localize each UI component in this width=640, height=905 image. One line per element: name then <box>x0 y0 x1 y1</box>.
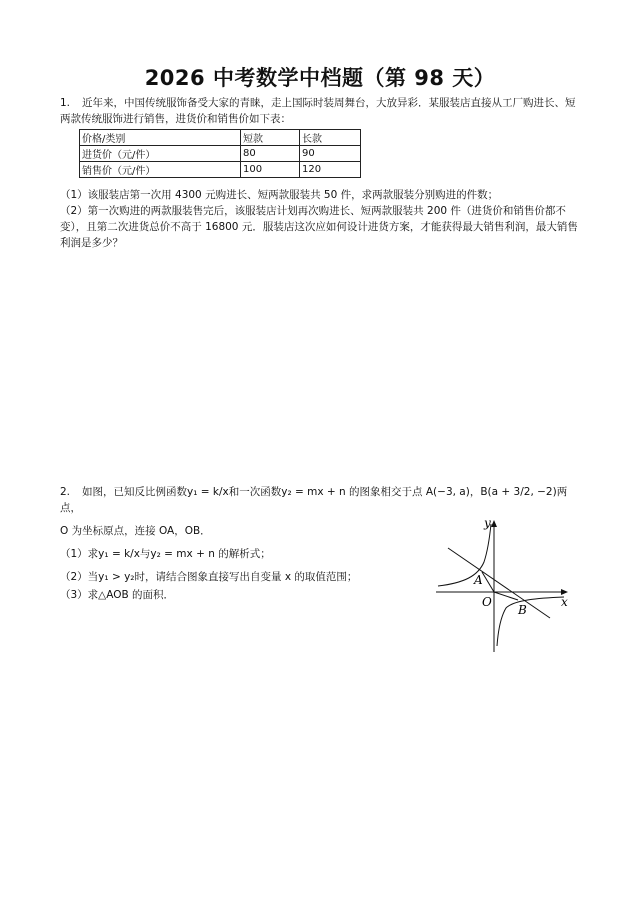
table-cell: 90 <box>300 146 361 162</box>
linear-function-line <box>448 548 550 618</box>
table-header-cell: 长款 <box>300 130 361 146</box>
question-1 <box>60 95 585 127</box>
y-axis-label: y <box>484 516 491 530</box>
x-axis-label: x <box>561 595 568 609</box>
point-a-label: A <box>474 573 483 587</box>
page-title: 2026 中考数学中档题（第 98 天） <box>144 66 496 90</box>
function-graph <box>434 514 574 654</box>
table-header-row <box>80 130 361 146</box>
origin-label: O <box>482 595 492 609</box>
question-1-intro: 1. 近年来，中国传统服饰备受大家的青睐，走上国际时装周舞台，大放异彩．某服装店直接从工厂购进长、短两款传统服饰进行销售，进货价和销售价如下表： <box>60 97 576 125</box>
table-row <box>80 162 361 178</box>
point-b-label: B <box>518 603 527 617</box>
question-2-part-3: （3）求△AOB 的面积． <box>60 589 175 601</box>
table-cell: 进货价（元/件） <box>80 146 241 162</box>
hyperbola-branch-left <box>438 524 491 586</box>
question-2-number: 2. <box>60 486 71 498</box>
question-1-number: 1. <box>60 97 71 109</box>
table-cell: 120 <box>300 162 361 178</box>
question-1-part-2: （2）第一次购进的两款服装售完后，该服装店计划再次购进长、短两款服装共 200 件（进货价和销售价都不变），且第二次进货总价不高于 16800 元．服装店这次应如何设计进货方案，才能获得最大销售利润，最大销售利润是多少？ <box>60 205 578 249</box>
table-header-cell: 价格/类别 <box>80 130 241 146</box>
question-2-part-2: （2）当y₁ > y₂时，请结合图象直接写出自变量 x 的取值范围； <box>60 571 358 583</box>
price-table <box>79 129 361 178</box>
table-cell: 80 <box>241 146 300 162</box>
table-header-cell: 短款 <box>241 130 300 146</box>
question-1-parts <box>60 187 585 251</box>
question-2-part-1: （1）求y₁ = k/x与y₂ = mx + n 的解析式； <box>60 548 271 560</box>
table-row <box>80 146 361 162</box>
question-1-part-1: （1）该服装店第一次用 4300 元购进长、短两款服装共 50 件，求两款服装分别购进的件数； <box>60 189 499 201</box>
table-cell: 100 <box>241 162 300 178</box>
question-2-intro-2: O 为坐标原点，连接 OA，OB． <box>60 525 211 537</box>
y-axis-arrow-icon <box>491 520 497 527</box>
question-2-intro: 2. 如图，已知反比例函数y₁ = k/x和一次函数y₂ = mx + n 的图象相交于点 A(−3, a)，B(a + 3/2, −2)两点， <box>60 486 568 514</box>
table-cell: 销售价（元/件） <box>80 162 241 178</box>
